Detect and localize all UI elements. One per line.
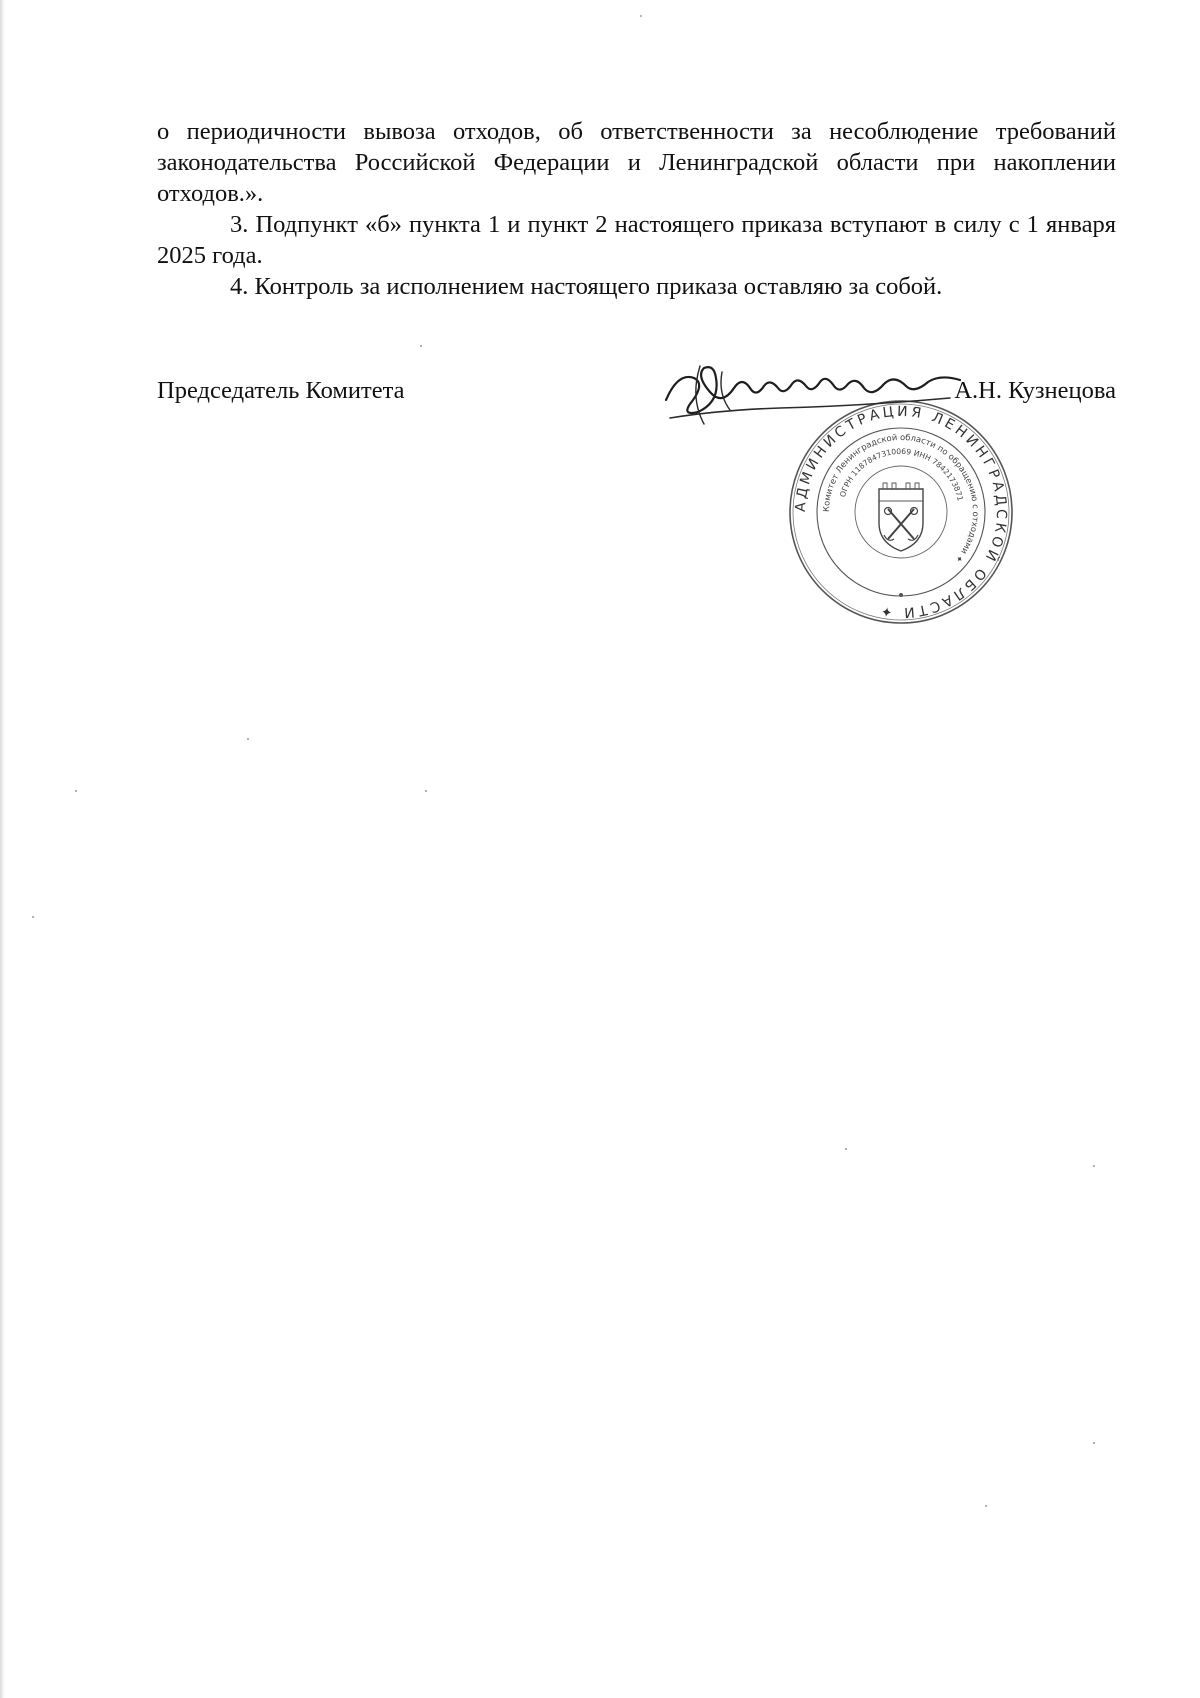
scan-speck [420,345,422,347]
scan-speck [75,790,77,792]
paragraph-continuation: о периодичности вывоза отходов, об ответственности за несоблюдение требований законодательства Российской Федерации и Ленинградской области при накоплении отходов.». [157,118,1116,207]
document-body [157,116,1116,302]
scan-speck [1093,1442,1095,1444]
svg-text:ОГРН 1187847310069 ИНН 7842173: ОГРН 1187847310069 ИНН 7842173871 [838,446,965,502]
scan-speck [640,15,642,17]
scan-speck [32,916,34,918]
paragraph-item-3: 3. Подпункт «б» пункта 1 и пункт 2 настоящего приказа вступают в силу с 1 января 2025 года. [157,211,1116,269]
signatory-title: Председатель Комитета [157,377,405,404]
scan-speck [247,738,249,740]
signatory-name: А.Н. Кузнецова [954,377,1116,404]
scan-speck [425,790,427,792]
handwritten-signature [660,358,970,438]
svg-text:АДМИНИСТРАЦИЯ ЛЕНИНГРАДСКОЙ ОБ: АДМИНИСТРАЦИЯ ЛЕНИНГРАДСКОЙ ОБЛАСТИ ✦ [792,403,1010,621]
scan-speck [1093,1165,1095,1167]
scan-edge [0,0,5,1698]
scan-speck [845,1148,847,1150]
paragraph-item-4: 4. Контроль за исполнением настоящего приказа оставляю за собой. [230,273,943,300]
scan-speck [985,1505,987,1507]
svg-text:Комитет Ленинградской области: Комитет Ленинградской области по обращению с отходами ✦ [820,431,982,565]
